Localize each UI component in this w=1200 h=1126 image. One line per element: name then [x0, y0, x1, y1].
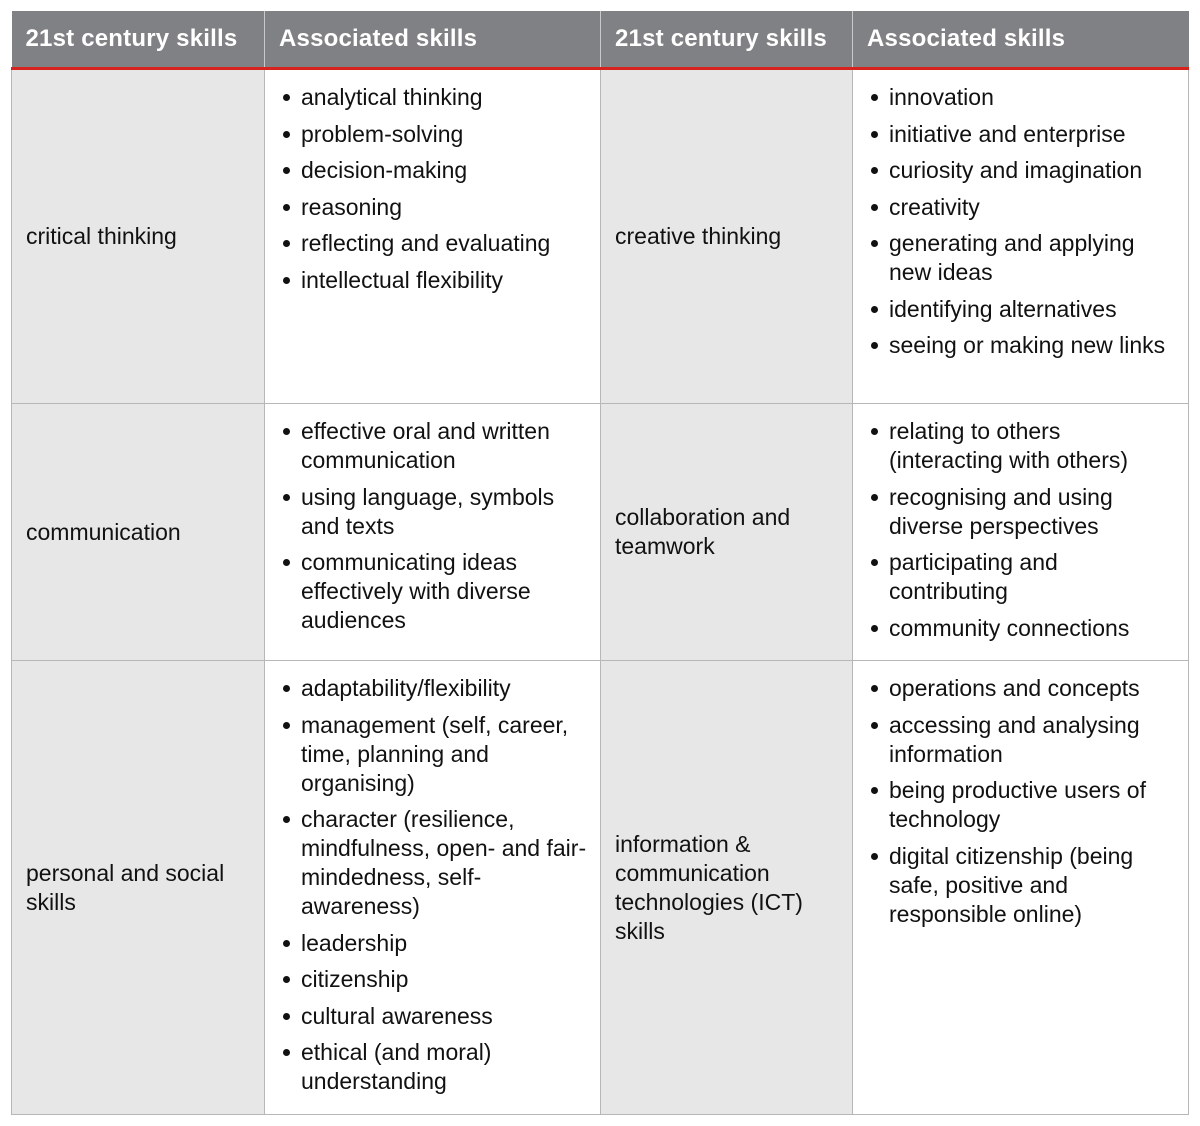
list-item: using language, symbols and texts — [279, 483, 588, 541]
table-row — [12, 404, 1189, 661]
associated-skills-cell — [853, 69, 1189, 404]
associated-skills-list — [867, 83, 1176, 360]
skill-cell: critical thinking — [12, 69, 265, 404]
header-associated-skills: Associated skills — [853, 11, 1189, 69]
associated-skills-list — [279, 83, 588, 295]
associated-skills-cell — [853, 404, 1189, 661]
list-item: management (self, career, time, planning and organising) — [279, 711, 588, 798]
associated-skills-list — [867, 674, 1176, 929]
header-21st-century-skills: 21st century skills — [601, 11, 853, 69]
list-item: adaptability/flexibility — [279, 674, 588, 703]
associated-skills-list — [867, 417, 1176, 643]
skill-cell: personal and social skills — [12, 661, 265, 1115]
associated-skills-cell — [853, 661, 1189, 1115]
list-item: operations and concepts — [867, 674, 1176, 703]
list-item: innovation — [867, 83, 1176, 112]
list-item: effective oral and written communication — [279, 417, 588, 475]
list-item: community connections — [867, 614, 1176, 643]
header-21st-century-skills: 21st century skills — [12, 11, 265, 69]
skill-cell: information & communication technologies (ICT) skills — [601, 661, 853, 1115]
list-item: ethical (and moral) understanding — [279, 1038, 588, 1096]
list-item: curiosity and imagination — [867, 156, 1176, 185]
list-item: participating and contributing — [867, 548, 1176, 606]
list-item: relating to others (interacting with others) — [867, 417, 1176, 475]
list-item: analytical thinking — [279, 83, 588, 112]
list-item: intellectual flexibility — [279, 266, 588, 295]
table-row — [12, 69, 1189, 404]
skill-cell: communication — [12, 404, 265, 661]
table-header — [12, 11, 1189, 69]
list-item: accessing and analysing information — [867, 711, 1176, 769]
table-body — [12, 69, 1189, 1115]
skills-table — [11, 11, 1189, 1115]
list-item: creativity — [867, 193, 1176, 222]
associated-skills-list — [279, 417, 588, 635]
list-item: leadership — [279, 929, 588, 958]
list-item: identifying alternatives — [867, 295, 1176, 324]
list-item: generating and applying new ideas — [867, 229, 1176, 287]
list-item: reflecting and evaluating — [279, 229, 588, 258]
list-item: problem-solving — [279, 120, 588, 149]
list-item: citizenship — [279, 965, 588, 994]
list-item: reasoning — [279, 193, 588, 222]
list-item: recognising and using diverse perspectives — [867, 483, 1176, 541]
skill-cell: collaboration and teamwork — [601, 404, 853, 661]
list-item: communicating ideas effectively with diverse audiences — [279, 548, 588, 635]
list-item: digital citizenship (being safe, positive and responsible online) — [867, 842, 1176, 929]
associated-skills-cell — [265, 661, 601, 1115]
list-item: decision-making — [279, 156, 588, 185]
list-item: character (resilience, mindfulness, open- and fair-mindedness, self-awareness) — [279, 805, 588, 921]
associated-skills-list — [279, 674, 588, 1096]
associated-skills-cell — [265, 404, 601, 661]
list-item: seeing or making new links — [867, 331, 1176, 360]
list-item: initiative and enterprise — [867, 120, 1176, 149]
header-associated-skills: Associated skills — [265, 11, 601, 69]
skill-cell: creative thinking — [601, 69, 853, 404]
header-row — [12, 11, 1189, 69]
list-item: being productive users of technology — [867, 776, 1176, 834]
table-row — [12, 661, 1189, 1115]
list-item: cultural awareness — [279, 1002, 588, 1031]
associated-skills-cell — [265, 69, 601, 404]
